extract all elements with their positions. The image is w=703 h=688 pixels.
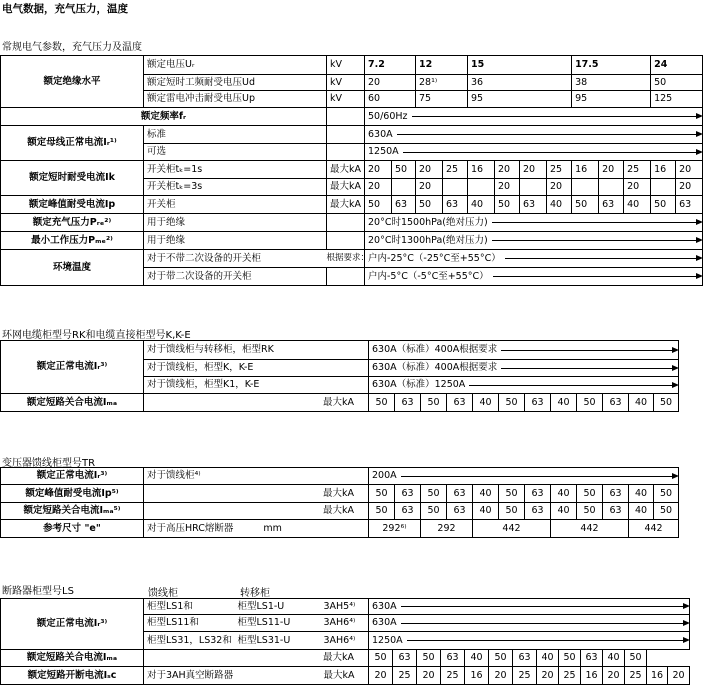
arrow	[469, 385, 674, 386]
value-cell: 16	[651, 161, 676, 179]
max-ka-label: 最大kA	[144, 503, 369, 520]
value-cell: 20	[676, 161, 703, 179]
lightning-impulse-withstand-label: 额定雷电冲击耐受电压Up	[144, 91, 327, 108]
empty-cell	[327, 144, 365, 161]
peak-current-label: 额定峰值耐受电流Ip	[1, 196, 144, 214]
value-cell: 63	[392, 196, 416, 214]
value-cell: 63	[395, 485, 421, 503]
busbar-current-label: 额定母线正常电流Iᵣ¹⁾	[1, 126, 144, 161]
value-cell: 63	[395, 394, 421, 412]
value-cell: 63	[603, 394, 629, 412]
voltage-7-2: 7.2	[365, 56, 416, 75]
page-title: 电气数据，充气压力，温度	[2, 3, 128, 15]
min-pressure-sub: 用于绝缘	[144, 232, 327, 250]
value-text: 20°C时1300hPa(绝对压力)	[368, 234, 488, 246]
arrow	[397, 134, 698, 135]
max-ka-label: 最大kA	[327, 161, 365, 179]
value-cell: 50	[421, 394, 447, 412]
short-tk1-label: 开关柜tₖ=1s	[144, 161, 327, 179]
value-cell: 63	[447, 394, 473, 412]
busbar-standard-value	[365, 126, 703, 144]
arrow	[403, 152, 698, 153]
value-cell: 50	[365, 196, 392, 214]
ref-value: 442	[473, 520, 551, 538]
arrow	[401, 606, 685, 607]
ref-value: 292⁶⁾	[369, 520, 421, 538]
unit-kv: kV	[327, 75, 365, 91]
table-cell: 125	[651, 91, 703, 108]
voltage-12: 12	[416, 56, 468, 75]
value-cell: 25	[624, 161, 651, 179]
ref-unit: mm	[263, 522, 282, 534]
table-cell: 95	[572, 91, 651, 108]
value-cell: 40	[629, 503, 654, 520]
rk-rated-current-label: 额定正常电流Iᵣ³⁾	[1, 341, 144, 394]
value-cell	[392, 179, 416, 196]
empty-cell	[327, 232, 365, 250]
value-cell: 50	[499, 394, 525, 412]
tr-current-value	[369, 468, 679, 485]
ls1-value	[369, 599, 690, 615]
value-cell: 63	[676, 196, 703, 214]
value-cell: 20	[495, 179, 520, 196]
value-cell: 20	[369, 667, 393, 685]
short-tk3-label: 开关柜tₖ=3s	[144, 179, 327, 196]
unit-kv: kV	[327, 91, 365, 108]
value-cell: 16	[647, 667, 668, 685]
ls-making-label: 额定短路关合电流Iₘₐ	[1, 650, 144, 667]
ref-value: 292	[421, 520, 473, 538]
max-ka-label: 最大kA	[144, 394, 369, 412]
value-cell: 40	[468, 196, 495, 214]
section-general-title: 常规电气参数，充气压力及温度	[2, 42, 142, 53]
value-text: 630A（标准）400A根据要求	[372, 344, 498, 356]
ls-breaking-label: 额定短路开断电流Iₛc	[1, 667, 144, 685]
voltage-17-5: 17.5	[572, 56, 651, 75]
value-cell: 50	[495, 196, 520, 214]
value-cell	[443, 179, 468, 196]
tr-table	[0, 467, 679, 538]
value-cell: 20	[668, 667, 690, 685]
value-text: 630A（标准）1250A	[372, 379, 466, 391]
value-cell: 40	[537, 650, 559, 667]
tr-current-sub: 对于馈线柜⁴⁾	[144, 468, 369, 485]
busbar-optional-value	[365, 144, 703, 161]
value-cell: 63	[603, 503, 629, 520]
peak-sub-label: 开关柜	[144, 196, 327, 214]
arrow	[401, 623, 685, 624]
ls31-device: 3AH6⁴⁾	[321, 632, 369, 650]
value-cell: 50	[651, 196, 676, 214]
value-cell: 63	[513, 650, 537, 667]
value-cell: 63	[525, 503, 551, 520]
value-cell: 20	[603, 667, 625, 685]
value-cell: 40	[473, 394, 499, 412]
arrow	[501, 368, 674, 369]
value-cell: 25	[513, 667, 537, 685]
value-cell: 50	[499, 485, 525, 503]
value-cell: 40	[465, 650, 489, 667]
value-cell: 20	[624, 179, 651, 196]
table-cell: 95	[468, 91, 572, 108]
ls-breaking-sub: 对于3AH真空断路器	[144, 667, 321, 685]
table-cell: 60	[365, 91, 416, 108]
ls31-value	[369, 632, 690, 650]
ls-table	[0, 598, 690, 685]
value-cell: 20	[489, 667, 513, 685]
value-cell: 40	[603, 650, 625, 667]
value-text: 户内-25°C（-25°C至+55°C）	[368, 252, 501, 264]
arrow	[407, 640, 685, 641]
value-cell: 50	[369, 503, 395, 520]
env-requirement-label: 根据要求：	[327, 250, 365, 268]
arrow	[501, 350, 674, 351]
value-cell: 50	[489, 650, 513, 667]
ls11-feeder: 柜型LS11和	[144, 615, 235, 632]
ls1-transfer: 柜型LS1-U	[235, 599, 321, 615]
value-text: 20°C时1500hPa(绝对压力)	[368, 216, 488, 228]
max-ka-label: 最大kA	[144, 485, 369, 503]
voltage-15: 15	[468, 56, 572, 75]
arrow	[493, 276, 698, 277]
min-pressure-label: 最小工作压力Pₘₑ²⁾	[1, 232, 144, 250]
value-text: 630A	[372, 617, 397, 629]
table-cell: 75	[416, 91, 468, 108]
section-ls-title: 断路器柜型号LS	[2, 586, 74, 597]
value-cell: 50	[369, 485, 395, 503]
table-cell: 20	[365, 75, 416, 91]
ls1-feeder: 柜型LS1和	[144, 599, 235, 615]
arrow	[505, 258, 698, 259]
min-pressure-value	[365, 232, 703, 250]
max-ka-label: 最大kA	[321, 667, 369, 685]
ref-value: 442	[629, 520, 679, 538]
rated-voltage-label: 额定电压Uᵣ	[144, 56, 327, 75]
value-cell: 40	[551, 485, 577, 503]
value-cell: 20	[547, 179, 572, 196]
rk-k-table	[0, 340, 679, 412]
ls11-transfer: 柜型LS11-U	[235, 615, 321, 632]
busbar-optional-label: 可选	[144, 144, 327, 161]
value-cell: 63	[581, 650, 603, 667]
max-ka-label: 最大kA	[327, 179, 365, 196]
value-cell: 63	[447, 503, 473, 520]
k1-row-value	[369, 377, 679, 394]
value-cell: 40	[473, 485, 499, 503]
value-cell: 20	[416, 179, 443, 196]
value-cell: 40	[551, 394, 577, 412]
value-text: 户内-5°C（-5°C至+55°C）	[368, 270, 489, 282]
value-text: 1250A	[372, 634, 403, 646]
ls-rated-current-label: 额定正常电流Iᵣ³⁾	[1, 599, 144, 650]
head-feeder: 馈线柜	[148, 588, 178, 599]
tr-rated-current-label: 额定正常电流Iᵣ³⁾	[1, 468, 144, 485]
value-cell	[468, 179, 495, 196]
ambient-temperature-label: 环境温度	[1, 250, 144, 286]
value-cell: 63	[599, 196, 624, 214]
value-cell: 40	[629, 485, 654, 503]
tr-ref-dim-sub	[144, 520, 369, 538]
value-cell	[599, 179, 624, 196]
value-cell: 50	[421, 503, 447, 520]
value-cell: 20	[365, 179, 392, 196]
value-cell: 20	[537, 667, 559, 685]
tr-ref-dim-label: 参考尺寸 "e"	[1, 520, 144, 538]
value-cell: 20	[416, 161, 443, 179]
table-cell: 28¹⁾	[416, 75, 468, 91]
value-cell: 40	[624, 196, 651, 214]
ls1-device: 3AH5⁴⁾	[321, 599, 369, 615]
value-cell	[572, 179, 599, 196]
section-tr-title: 变压器馈线柜型号TR	[2, 458, 96, 469]
env-no-secondary-value	[365, 250, 703, 268]
value-text: 200A	[372, 470, 397, 482]
arrow	[492, 222, 698, 223]
value-cell: 20	[495, 161, 520, 179]
value-text: 630A	[368, 128, 393, 140]
value-cell: 25	[441, 667, 465, 685]
short-time-current-label: 额定短时耐受电流Ik	[1, 161, 144, 196]
value-cell: 50	[654, 503, 679, 520]
k-row-value	[369, 360, 679, 377]
value-cell: 16	[581, 667, 603, 685]
section-rk-title: 环网电缆柜型号RK和电缆直接柜型号K,K-E	[2, 330, 191, 341]
unit-kv: kV	[327, 56, 365, 75]
value-cell: 50	[572, 196, 599, 214]
value-cell: 40	[473, 503, 499, 520]
value-cell: 20	[599, 161, 624, 179]
empty-cell	[327, 268, 365, 286]
insulation-level-label: 额定绝缘水平	[1, 56, 144, 108]
k-row-label: 对于馈线柜，柜型K，K-E	[144, 360, 369, 377]
value-cell: 50	[577, 485, 603, 503]
value-cell: 25	[443, 161, 468, 179]
filling-pressure-label: 额定充气压力Pᵣₑ²⁾	[1, 214, 144, 232]
voltage-24: 24	[651, 56, 703, 75]
general-parameters-table	[0, 55, 703, 286]
value-cell: 25	[547, 161, 572, 179]
value-cell: 25	[393, 667, 417, 685]
rk-making-current-label: 额定短路关合电流Iₘₐ	[1, 394, 144, 412]
value-cell: 16	[468, 161, 495, 179]
value-cell: 50	[417, 650, 441, 667]
value-cell: 63	[395, 503, 421, 520]
value-cell: 63	[603, 485, 629, 503]
value-cell: 50	[392, 161, 416, 179]
value-cell: 40	[547, 196, 572, 214]
value-cell: 20	[676, 179, 703, 196]
ref-sub-text: 对于高压HRC熔断器	[147, 522, 234, 534]
value-text: 50/60Hz	[368, 110, 408, 122]
value-cell: 50	[654, 485, 679, 503]
value-cell: 16	[465, 667, 489, 685]
value-cell	[651, 179, 676, 196]
value-cell: 16	[572, 161, 599, 179]
rk-row-label: 对于馈线柜与转移柜，柜型RK	[144, 341, 369, 360]
filling-pressure-value	[365, 214, 703, 232]
arrow	[492, 240, 698, 241]
value-cell: 50	[559, 650, 581, 667]
head-transfer: 转移柜	[240, 588, 270, 599]
ls31-feeder: 柜型LS31，LS32和	[144, 632, 235, 650]
value-cell: 50	[421, 485, 447, 503]
rated-frequency-value	[365, 108, 703, 126]
value-cell: 63	[525, 394, 551, 412]
value-cell: 50	[577, 503, 603, 520]
value-cell: 25	[559, 667, 581, 685]
value-cell: 63	[443, 196, 468, 214]
ls11-value	[369, 615, 690, 632]
busbar-standard-label: 标准	[144, 126, 327, 144]
table-cell: 50	[651, 75, 703, 91]
ref-value: 442	[551, 520, 629, 538]
value-cell: 25	[625, 667, 647, 685]
value-cell: 63	[441, 650, 465, 667]
value-text: 1250A	[368, 146, 399, 158]
max-ka-label: 最大kA	[327, 196, 365, 214]
value-cell: 63	[520, 196, 547, 214]
rk-row-value	[369, 341, 679, 360]
value-cell: 63	[525, 485, 551, 503]
value-cell	[520, 179, 547, 196]
value-cell: 50	[416, 196, 443, 214]
arrow	[401, 476, 674, 477]
value-cell: 20	[520, 161, 547, 179]
rated-frequency-label: 额定频率fᵣ	[1, 108, 327, 126]
env-with-secondary-value	[365, 268, 703, 286]
max-ka-label: 最大kA	[144, 650, 369, 667]
env-with-secondary-label: 对于带二次设备的开关柜	[144, 268, 327, 286]
empty-cell	[327, 126, 365, 144]
table-cell: 38	[572, 75, 651, 91]
value-cell: 40	[629, 394, 654, 412]
value-cell: 40	[551, 503, 577, 520]
value-text: 630A	[372, 600, 397, 612]
value-cell: 50	[654, 394, 679, 412]
empty-cell	[327, 214, 365, 232]
empty-cell	[327, 108, 365, 126]
value-cell: 63	[447, 485, 473, 503]
tr-peak-label: 额定峰值耐受电流Ip⁵⁾	[1, 485, 144, 503]
filling-pressure-sub: 用于绝缘	[144, 214, 327, 232]
k1-row-label: 对于馈线柜，柜型K1，K-E	[144, 377, 369, 394]
ls11-device: 3AH6⁴⁾	[321, 615, 369, 632]
tr-making-label: 额定短路关合电流Iₘₐ⁵⁾	[1, 503, 144, 520]
value-cell: 20	[365, 161, 392, 179]
table-cell: 36	[468, 75, 572, 91]
value-cell: 50	[625, 650, 647, 667]
power-frequency-withstand-label: 额定短时工频耐受电压Ud	[144, 75, 327, 91]
ls31-transfer: 柜型LS31-U	[235, 632, 321, 650]
value-cell: 50	[577, 394, 603, 412]
value-cell: 50	[369, 394, 395, 412]
value-text: 630A（标准）400A根据要求	[372, 362, 498, 374]
value-cell: 20	[417, 667, 441, 685]
env-no-secondary-label: 对于不带二次设备的开关柜	[144, 250, 327, 268]
value-cell: 63	[393, 650, 417, 667]
arrow	[412, 116, 699, 117]
value-cell: 50	[369, 650, 393, 667]
value-cell: 50	[499, 503, 525, 520]
